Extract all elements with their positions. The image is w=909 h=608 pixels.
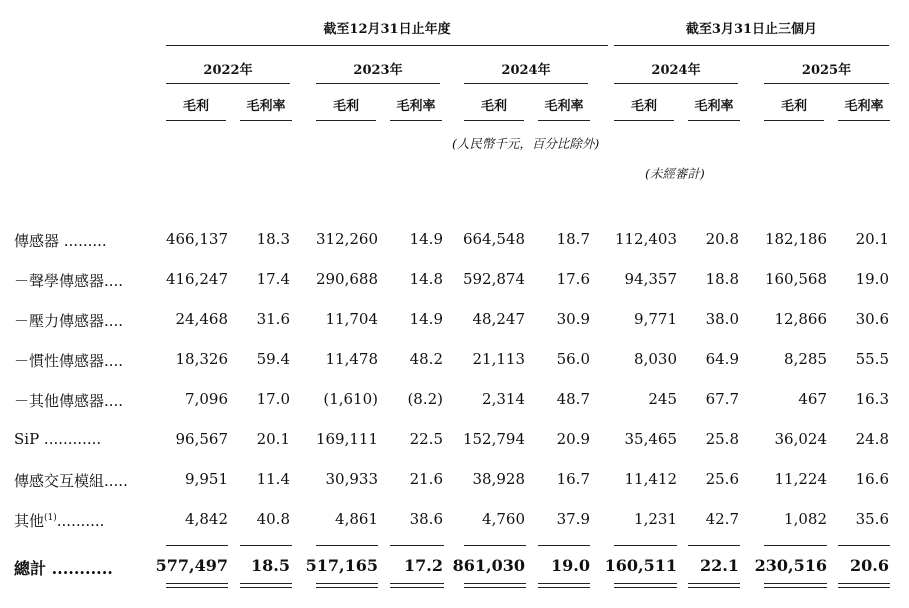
subheader-margin: 毛利率 bbox=[246, 99, 286, 114]
cell-margin: 30.6 bbox=[855, 310, 889, 328]
cell-margin: 48.2 bbox=[409, 350, 443, 368]
total-double-rule bbox=[838, 587, 890, 588]
subheader-rule bbox=[838, 120, 890, 121]
row-label bbox=[14, 510, 104, 531]
cell-margin: 20.1 bbox=[256, 430, 290, 448]
header-group-fiscal-year: 截至12月31日止年度 bbox=[323, 22, 451, 37]
total-double-rule bbox=[464, 587, 526, 588]
subheader-rule bbox=[166, 120, 226, 121]
subheader-rule bbox=[240, 120, 292, 121]
subheader-gross-profit: 毛利 bbox=[780, 99, 807, 114]
cell-margin: 55.5 bbox=[855, 350, 889, 368]
subheader-margin: 毛利率 bbox=[694, 99, 734, 114]
cell-margin: 48.7 bbox=[556, 390, 590, 408]
cell-gross-profit: 21,113 bbox=[472, 350, 525, 368]
cell-margin: 17.6 bbox=[556, 270, 590, 288]
cell-margin: 17.0 bbox=[256, 390, 290, 408]
year-rule-2023 bbox=[316, 83, 440, 84]
total-margin: 18.5 bbox=[251, 556, 290, 575]
cell-gross-profit: 11,478 bbox=[325, 350, 378, 368]
subtotal-rule bbox=[764, 545, 827, 546]
header-group-three-months: 截至3月31日止三個月 bbox=[685, 22, 818, 37]
row-label: －慣性傳感器.... bbox=[14, 352, 124, 370]
subtotal-rule bbox=[614, 545, 677, 546]
subheader-margin: 毛利率 bbox=[544, 99, 584, 114]
cell-gross-profit: 24,468 bbox=[175, 310, 228, 328]
cell-gross-profit: 30,933 bbox=[325, 470, 378, 488]
total-margin: 19.0 bbox=[551, 556, 590, 575]
subtotal-rule bbox=[166, 545, 228, 546]
row-label: 傳感器 ......... bbox=[14, 232, 107, 250]
cell-gross-profit: 4,861 bbox=[335, 510, 378, 528]
total-double-rule bbox=[688, 583, 740, 584]
cell-margin: 25.6 bbox=[705, 470, 739, 488]
subtotal-rule bbox=[688, 545, 740, 546]
footnote-marker: (1) bbox=[44, 513, 57, 523]
subheader-gross-profit: 毛利 bbox=[630, 99, 657, 114]
cell-margin: (8.2) bbox=[407, 390, 443, 408]
cell-gross-profit: 8,285 bbox=[784, 350, 827, 368]
unaudited-note: (未經審計) bbox=[645, 166, 705, 181]
cell-margin: 31.6 bbox=[256, 310, 290, 328]
cell-gross-profit: 2,314 bbox=[482, 390, 525, 408]
cell-margin: 64.9 bbox=[705, 350, 739, 368]
cell-gross-profit: 466,137 bbox=[165, 230, 228, 248]
cell-margin: 14.9 bbox=[409, 230, 443, 248]
total-gross-profit: 577,497 bbox=[155, 556, 228, 575]
total-double-rule bbox=[166, 587, 228, 588]
total-gross-profit: 861,030 bbox=[452, 556, 525, 575]
total-double-rule bbox=[464, 583, 526, 584]
year-header-2024: 2024年 bbox=[501, 63, 551, 78]
subheader-rule bbox=[764, 120, 824, 121]
cell-margin: 14.8 bbox=[409, 270, 443, 288]
cell-gross-profit: 182,186 bbox=[764, 230, 827, 248]
total-gross-profit: 160,511 bbox=[604, 556, 677, 575]
cell-margin: 18.8 bbox=[705, 270, 739, 288]
cell-margin: 18.3 bbox=[256, 230, 290, 248]
cell-margin: 67.7 bbox=[705, 390, 739, 408]
cell-margin: 20.8 bbox=[705, 230, 739, 248]
total-double-rule bbox=[390, 587, 444, 588]
cell-gross-profit: 96,567 bbox=[175, 430, 228, 448]
cell-margin: 14.9 bbox=[409, 310, 443, 328]
cell-gross-profit: 94,357 bbox=[624, 270, 677, 288]
total-double-rule bbox=[614, 583, 677, 584]
total-gross-profit: 230,516 bbox=[754, 556, 827, 575]
year-rule-2025-q1 bbox=[764, 83, 889, 84]
subheader-margin: 毛利率 bbox=[844, 99, 884, 114]
year-rule-2024 bbox=[464, 83, 588, 84]
cell-gross-profit: 152,794 bbox=[462, 430, 525, 448]
cell-margin: 16.7 bbox=[556, 470, 590, 488]
cell-gross-profit: 36,024 bbox=[774, 430, 827, 448]
cell-margin: 20.9 bbox=[556, 430, 590, 448]
subheader-rule bbox=[614, 120, 674, 121]
subheader-margin: 毛利率 bbox=[396, 99, 436, 114]
subtotal-rule bbox=[838, 545, 890, 546]
subtotal-rule bbox=[240, 545, 292, 546]
total-gross-profit: 517,165 bbox=[305, 556, 378, 575]
cell-margin: 30.9 bbox=[556, 310, 590, 328]
cell-gross-profit: 11,412 bbox=[624, 470, 677, 488]
year-rule-2022 bbox=[166, 83, 290, 84]
total-double-rule bbox=[764, 583, 827, 584]
year-header-2025-q1: 2025年 bbox=[801, 63, 852, 78]
subtotal-rule bbox=[464, 545, 526, 546]
cell-gross-profit: 169,111 bbox=[315, 430, 378, 448]
subheader-rule bbox=[316, 120, 376, 121]
cell-margin: 20.1 bbox=[855, 230, 889, 248]
cell-gross-profit: 11,704 bbox=[325, 310, 378, 328]
year-header-2023: 2023年 bbox=[353, 63, 403, 78]
subtotal-rule bbox=[538, 545, 590, 546]
cell-margin: 35.6 bbox=[855, 510, 889, 528]
total-double-rule bbox=[538, 587, 590, 588]
row-label: －聲學傳感器.... bbox=[14, 272, 124, 290]
cell-gross-profit: 8,030 bbox=[634, 350, 677, 368]
cell-gross-profit: 467 bbox=[798, 390, 827, 408]
subheader-rule bbox=[688, 120, 740, 121]
subtotal-rule bbox=[390, 545, 444, 546]
total-double-rule bbox=[688, 587, 740, 588]
unit-note: (人民幣千元，百分比除外) bbox=[452, 136, 600, 151]
total-double-rule bbox=[614, 587, 677, 588]
cell-gross-profit: 112,403 bbox=[614, 230, 677, 248]
row-label: SiP ............ bbox=[14, 430, 102, 448]
row-label: 傳感交互模組..... bbox=[14, 472, 128, 490]
cell-gross-profit: 4,842 bbox=[185, 510, 228, 528]
total-label: 總計 ........... bbox=[14, 559, 113, 578]
cell-margin: 38.6 bbox=[409, 510, 443, 528]
cell-gross-profit: 4,760 bbox=[482, 510, 525, 528]
total-double-rule bbox=[316, 587, 378, 588]
total-double-rule bbox=[538, 583, 590, 584]
cell-gross-profit: 1,082 bbox=[784, 510, 827, 528]
cell-margin: 56.0 bbox=[556, 350, 590, 368]
cell-margin: 18.7 bbox=[556, 230, 590, 248]
cell-margin: 11.4 bbox=[256, 470, 290, 488]
cell-margin: 59.4 bbox=[256, 350, 290, 368]
cell-gross-profit: 664,548 bbox=[462, 230, 525, 248]
total-margin: 20.6 bbox=[850, 556, 889, 575]
cell-gross-profit: 7,096 bbox=[185, 390, 228, 408]
cell-gross-profit: 245 bbox=[648, 390, 677, 408]
year-rule-2024-q1 bbox=[614, 83, 738, 84]
header-group-fiscal-year-rule bbox=[166, 45, 608, 46]
cell-margin: 37.9 bbox=[556, 510, 590, 528]
total-double-rule bbox=[240, 583, 292, 584]
cell-gross-profit: 12,866 bbox=[774, 310, 827, 328]
total-double-rule bbox=[838, 583, 890, 584]
cell-margin: 22.5 bbox=[409, 430, 443, 448]
total-double-rule bbox=[390, 583, 444, 584]
total-double-rule bbox=[764, 587, 827, 588]
subheader-rule bbox=[538, 120, 590, 121]
cell-margin: 16.6 bbox=[855, 470, 889, 488]
cell-margin: 19.0 bbox=[855, 270, 889, 288]
cell-gross-profit: 312,260 bbox=[315, 230, 378, 248]
leader-dots: .......... bbox=[56, 512, 105, 530]
subheader-rule bbox=[390, 120, 442, 121]
subheader-rule bbox=[464, 120, 524, 121]
cell-gross-profit: 9,771 bbox=[634, 310, 677, 328]
year-header-2022: 2022年 bbox=[203, 63, 253, 78]
cell-gross-profit: 18,326 bbox=[175, 350, 228, 368]
cell-gross-profit: 35,465 bbox=[624, 430, 677, 448]
cell-gross-profit: 1,231 bbox=[634, 510, 677, 528]
cell-margin: 25.8 bbox=[705, 430, 739, 448]
cell-margin: 38.0 bbox=[705, 310, 739, 328]
row-label: －壓力傳感器.... bbox=[14, 312, 124, 330]
total-margin: 17.2 bbox=[404, 556, 443, 575]
cell-gross-profit: 48,247 bbox=[472, 310, 525, 328]
cell-margin: 40.8 bbox=[256, 510, 290, 528]
cell-margin: 17.4 bbox=[256, 270, 290, 288]
cell-margin: 42.7 bbox=[705, 510, 739, 528]
header-group-three-months-rule bbox=[614, 45, 889, 46]
cell-gross-profit: 11,224 bbox=[774, 470, 827, 488]
year-header-2024-q1: 2024年 bbox=[651, 63, 701, 78]
subheader-gross-profit: 毛利 bbox=[332, 99, 359, 114]
cell-margin: 24.8 bbox=[855, 430, 889, 448]
total-margin: 22.1 bbox=[700, 556, 739, 575]
subheader-gross-profit: 毛利 bbox=[480, 99, 507, 114]
cell-gross-profit: 592,874 bbox=[462, 270, 525, 288]
cell-gross-profit: 416,247 bbox=[165, 270, 228, 288]
cell-gross-profit: 9,951 bbox=[185, 470, 228, 488]
subtotal-rule bbox=[316, 545, 378, 546]
row-label: －其他傳感器.... bbox=[14, 392, 124, 410]
cell-margin: 21.6 bbox=[409, 470, 443, 488]
cell-gross-profit: 290,688 bbox=[315, 270, 378, 288]
total-double-rule bbox=[316, 583, 378, 584]
cell-gross-profit: 38,928 bbox=[472, 470, 525, 488]
cell-gross-profit: 160,568 bbox=[764, 270, 827, 288]
total-double-rule bbox=[166, 583, 228, 584]
total-double-rule bbox=[240, 587, 292, 588]
subheader-gross-profit: 毛利 bbox=[182, 99, 209, 114]
cell-gross-profit: (1,610) bbox=[323, 390, 378, 408]
row-label-text: 其他 bbox=[14, 512, 45, 530]
cell-margin: 16.3 bbox=[855, 390, 889, 408]
